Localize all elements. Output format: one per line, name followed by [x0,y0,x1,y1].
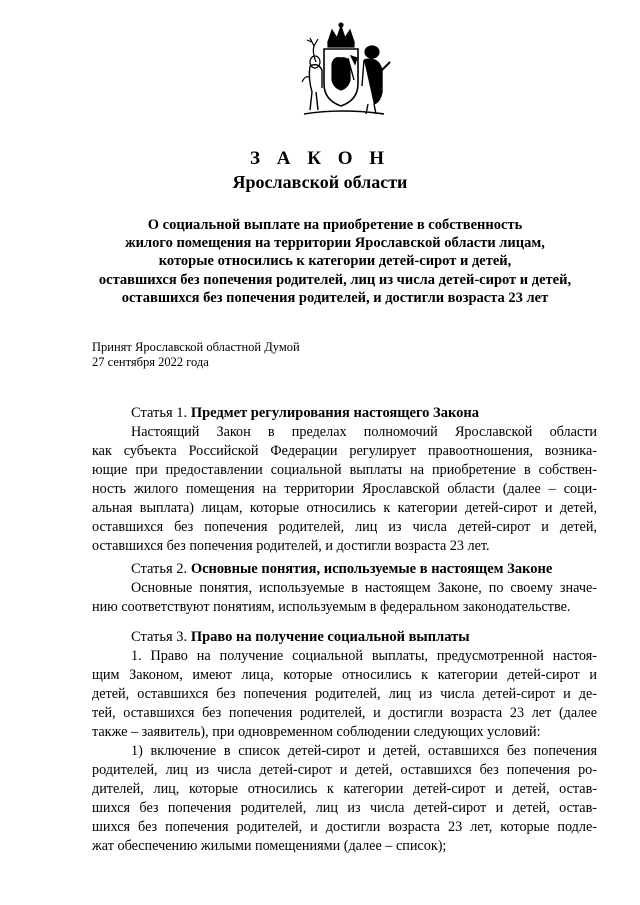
coat-of-arms-icon [288,22,394,120]
text-line: также – заявитель), при одновременном соблюдении следующих условий: [92,724,541,740]
text-line: жат обеспечению жилыми помещениями (далее – список); [92,838,447,854]
adoption-date: 27 сентября 2022 года [92,355,209,369]
law-region: Ярославской области [232,172,408,192]
article-number: Статья 1. [131,405,188,421]
article-title: Предмет регулирования настоящего Закона [190,405,479,421]
article-3-heading [131,628,470,647]
adoption-info [92,340,300,370]
text-line: нию соответствуют понятиям, используемым в федеральном законодательстве. [92,599,571,615]
article-1-text [92,423,597,556]
text-line: Настоящий Закон в пределах полномочий Ярославской области [131,424,597,440]
text-line: родителей, лиц из числа детей-сирот и детей, оставшихся без попечения ро- [92,762,597,778]
article-title: Основные понятия, используемые в настоящем Законе [190,561,553,577]
article-2-heading [131,560,552,579]
subject-line: которые относились к категории детей-сирот и детей, [158,253,512,270]
subject-line: оставшихся без попечения родителей, и достигли возраста 23 лет [121,289,549,306]
article-title: Право на получение социальной выплаты [190,629,470,645]
article-3-text [92,647,597,856]
text-line: детей, оставшихся без попечения родителей, лиц из числа детей-сирот и де- [92,686,597,702]
text-line: альная выплата) лицам, которые относились к категории детей-сирот и детей, [92,500,597,516]
text-line: 1. Право на получение социальной выплаты, предусмотренной настоя- [131,648,597,664]
text-line: 1) включение в список детей-сирот и детей, оставшихся без попечения [131,743,597,759]
law-title: З А К О Н [249,148,391,169]
text-line: оставшихся без попечения родителей, лиц из числа детей-сирот и детей, [92,519,597,535]
text-line: оставшихся без попечения родителей, и достигли возраста 23 лет. [92,538,490,554]
text-line: как субъекта Российской Федерации регулирует правоотношения, возника- [92,443,597,459]
article-number: Статья 3. [131,629,188,645]
text-line: щим Законом, имеют лица, которые относились к категории детей-сирот и [92,667,597,683]
text-line: Основные понятия, используемые в настоящем Законе, по своему значе- [131,580,597,596]
text-line: тей, оставшихся без попечения родителей, и достигли возраста 23 лет (далее [92,705,597,721]
subject-line: жилого помещения на территории Ярославской области лицам, [125,235,545,252]
text-line: дителей, лиц, которые относились к категории детей-сирот и детей, остав- [92,781,597,797]
law-subject [90,216,580,307]
adopted-by: Принят Ярославской областной Думой [92,340,300,354]
text-line: ность жилого помещения на территории Ярославской области (далее – соци- [92,481,597,497]
subject-line: оставшихся без попечения родителей, лиц из числа детей-сирот и детей, [98,271,572,288]
article-2-text [92,579,597,617]
subject-line: О социальной выплате на приобретение в собственность [147,217,523,233]
article-number: Статья 2. [131,561,188,577]
article-1-heading [131,404,479,423]
text-line: шихся без попечения родителей, лиц из числа детей-сирот и детей, остав- [92,800,597,816]
text-line: шихся без попечения родителей, и достигли возраста 23 лет, которые подле- [92,819,597,835]
text-line: ющие при предоставлении социальной выплаты на приобретение в собствен- [92,462,597,478]
